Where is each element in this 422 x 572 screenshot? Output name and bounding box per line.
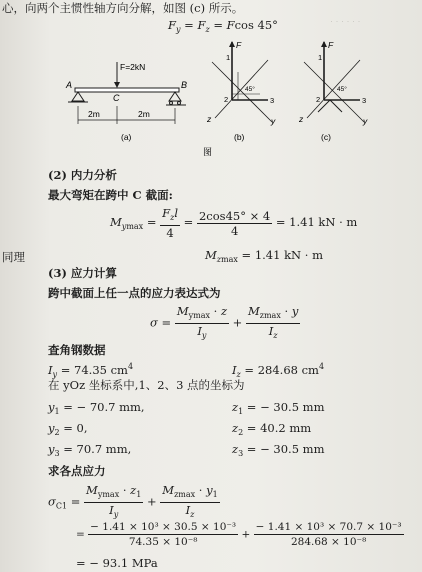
y2-value: $y_2 = 0$, — [48, 421, 88, 437]
iz-value: $I_z = 284.68$ $cm^4$ — [232, 362, 325, 379]
axis-y-label-c: y — [363, 116, 368, 126]
section-2-text: 最大弯矩在跨中 C 截面: — [48, 188, 173, 202]
figure-a-label: (a) — [121, 132, 132, 142]
axis-y-label: y — [271, 116, 276, 126]
point-2-label: 2 — [224, 95, 229, 104]
stress-label: 求各点应力 — [48, 464, 106, 478]
angle-label-c: 45° — [337, 86, 347, 93]
sigma-c1-result: = − 93.1 MPa — [76, 556, 158, 570]
equation-sigma-c1: $\sigma_{C1}$ = $\frac{M_{ymax} \cdot z_1}{I_y}$ + $\frac{M_{zmax} \cdot y_1}{I_z}$ — [48, 483, 218, 519]
point-1-label: 1 — [226, 53, 231, 62]
figure-caption: 图 — [203, 147, 213, 157]
point-3-label-c: 3 — [362, 96, 367, 105]
top-text-line: 心，向两个主惯性轴方向分解，如图 (c) 所示。 — [2, 1, 244, 15]
section-3-heading: (3) 应力计算 — [48, 266, 117, 280]
axis-z-label-c: z — [299, 114, 304, 124]
point-a-label: A — [66, 80, 73, 90]
point-b-label: B — [181, 80, 188, 90]
table-label: 查角钢数据 — [48, 343, 106, 357]
span-2-label: 2m — [138, 109, 150, 119]
axis-z-label: z — [207, 114, 212, 124]
section-diagram-b — [206, 40, 276, 142]
section-3-text: 跨中截面上任一点的应力表达式为 — [48, 286, 221, 300]
y1-value: $y_1$ = − 70.7 mm, — [48, 400, 145, 416]
point-3-label: 3 — [270, 96, 275, 105]
equation-sigma-c1-numeric: = $\frac{\text{− 1.41 × 10³ × 30.5 × 10⁻³}}{\text{74.35 × 10⁻⁸}}$ + $\frac{\text{− 1.41 × 10³ × 70.7 × 10⁻³}}{\text{284.68 × 10⁻⁸}}$ — [76, 521, 402, 548]
iy-value: $I_y = 74.35$ $cm^4$ — [48, 362, 134, 379]
z3-value: $z_3$ = − 30.5 mm — [232, 442, 325, 458]
beam-diagram-a — [65, 62, 187, 142]
equation-force-components: $F_y = F_z = Fcos$ 45° — [168, 18, 278, 34]
figure-c-label: (c) — [321, 132, 331, 142]
force-label-c: F — [328, 40, 334, 50]
section-diagram-c — [298, 40, 368, 142]
equation-stress-general: σ = $\frac{M_{ymax} \cdot z}{I_y}$ + $\frac{M_{zmax} \cdot y}{I_z}$ — [150, 304, 299, 340]
tongli-text: 同理 — [2, 250, 25, 264]
z1-value: $z_1$ = − 30.5 mm — [232, 400, 325, 416]
span-1-label: 2m — [88, 109, 100, 119]
angle-label: 45° — [245, 86, 255, 93]
point-2-label-c: 2 — [316, 95, 321, 104]
force-label-b: F — [236, 40, 242, 50]
point-1-label-c: 1 — [318, 53, 323, 62]
beam-figure — [0, 32, 422, 160]
z2-value: $z_2 = 40.2$ mm — [232, 421, 312, 437]
figure-b-label: (b) — [234, 132, 245, 142]
equation-mz-max: $M_{zmax} = 1.41$ kN · m — [205, 248, 323, 264]
point-c-label: C — [113, 93, 120, 103]
load-label: F=2kN — [120, 62, 146, 72]
equation-my-max: $M_{ymax}$ = $\frac{F_zl}{4}$ = $\frac{2\cos 45^\circ \times 4}{4}$ = 1.41 kN · m — [110, 206, 358, 240]
bleed-through-text: · · · · · · — [330, 16, 361, 26]
section-2-heading: (2) 内力分析 — [48, 168, 117, 182]
coord-line: 在 yOz 坐标系中,1、2、3 点的坐标为 — [48, 378, 245, 392]
y3-value: $y_3 = 70.7$ mm, — [48, 442, 132, 458]
